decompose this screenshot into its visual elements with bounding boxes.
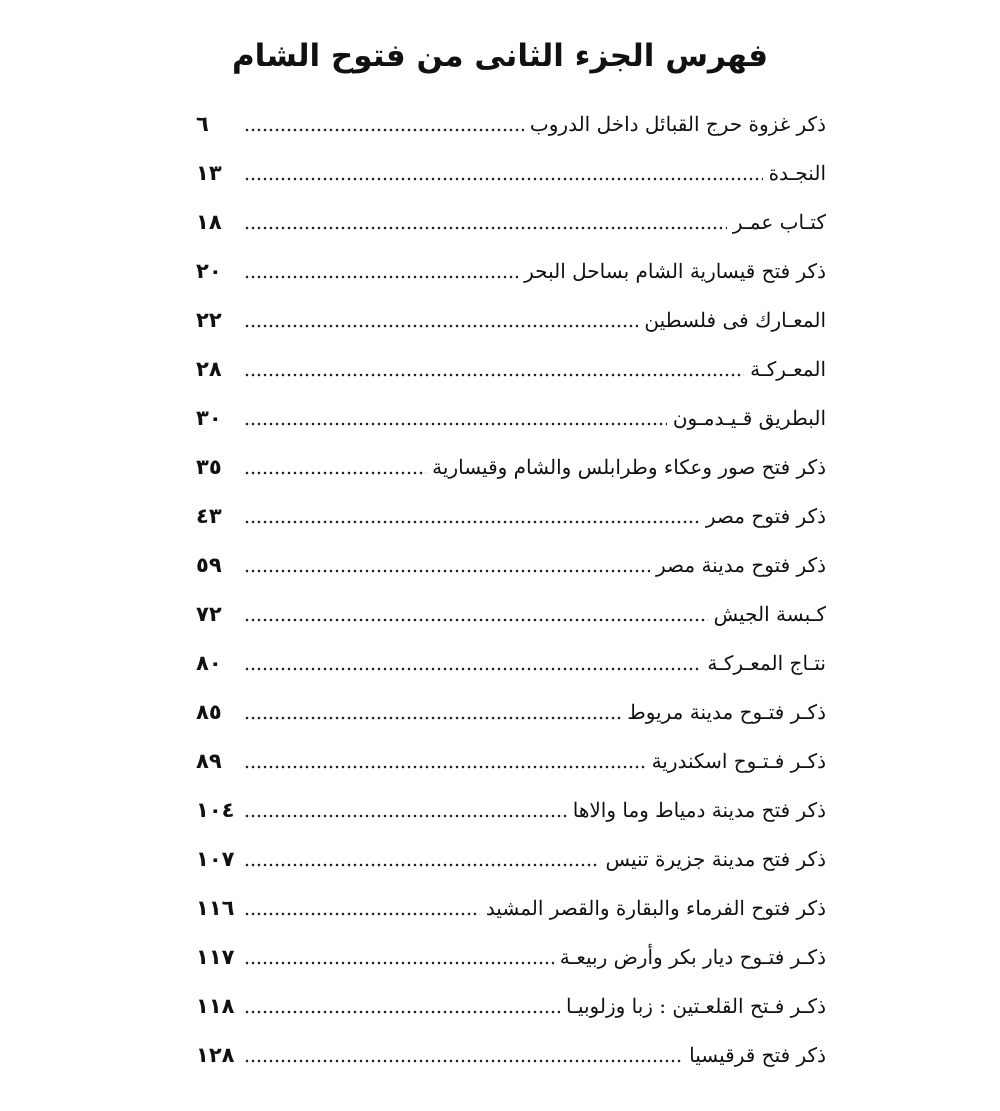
page-number: ٥٩ [196,552,222,577]
toc-entry [196,295,826,344]
dot-leader [244,813,567,819]
toc-entry [196,687,826,736]
page-number: ١١٨ [196,993,235,1018]
toc-entry [196,99,826,148]
entry-title: كـبسة الجيش [713,601,826,626]
page-number: ٣٥ [196,454,222,479]
page-number: ٨٩ [196,748,222,773]
entry-title: ذكر فتوح مصر [705,503,826,528]
entry-title: نتـاج المعـركـة [707,650,826,675]
dot-leader [244,470,426,476]
page-title: فهرس الجزء الثانى من فتوح الشام [231,38,769,74]
entry-title: ذكـر فتـوح مدينة مريوط [627,699,826,724]
toc-entry [196,344,826,393]
entry-title: ذكر غزوة حرج القبائل داخل الدروب [529,111,826,136]
entry-title: النجـدة [768,160,826,185]
page-number: ١٢٨ [196,1042,235,1067]
page-number: ١٠٤ [196,797,235,822]
toc-entry [196,540,826,589]
dot-leader [244,176,763,182]
entry-title: ذكر فتح مدينة جزيرة تنيس [605,846,826,871]
dot-leader [244,1009,560,1015]
dot-leader [244,225,727,231]
entry-title: ذكر فتح مدينة دمياط وما والاها [572,797,826,822]
page-number: ١٣ [196,160,222,185]
dot-leader [244,911,480,917]
page-number: ٤٣ [196,503,222,528]
page-number: ٢٢ [196,307,222,332]
dot-leader [244,862,599,868]
dot-leader [244,127,524,133]
page-number: ١١٧ [196,944,235,969]
page-number: ٨٥ [196,699,222,724]
entry-title: ذكـر فتـوح ديار بكر وأرض ربيعـة [559,944,826,969]
toc-entry [196,442,826,491]
page-number: ٢٠ [196,258,222,283]
entry-title: ذكر فتح قرقيسيا [689,1042,826,1067]
toc-entry [196,197,826,246]
page-number: ١٨ [196,209,222,234]
entry-title: البطريق قـيـدمـون [672,405,826,430]
dot-leader [244,960,554,966]
entry-title: المعـارك فى فلسطين [644,307,826,332]
page-number: ٨٠ [196,650,222,675]
toc-entry [196,393,826,442]
toc-entry [196,148,826,197]
entry-title: ذكـر فـتح القلعـتين : زبا وزلوبيـا [565,993,826,1018]
dot-leader [244,421,667,427]
toc-entry [196,491,826,540]
dot-leader [244,568,650,574]
toc-entry [196,638,826,687]
entry-title: ذكـر فـتـوح اسكندرية [651,748,826,773]
dot-leader [244,519,700,525]
table-of-contents [196,99,826,1079]
entry-title: المعـركـة [750,356,826,381]
dot-leader [244,617,708,623]
dot-leader [244,764,646,770]
page-number: ٦ [196,111,209,136]
entry-title: ذكر فتح قيسارية الشام بساحل البحر [524,258,826,283]
page-number: ١٠٧ [196,846,235,871]
entry-title: كتـاب عمـر [732,209,826,234]
toc-entry [196,246,826,295]
dot-leader [244,274,518,280]
toc-entry [196,932,826,981]
entry-title: ذكر فتح صور وعكاء وطرابلس والشام وقيسارية [432,454,826,479]
dot-leader [244,715,621,721]
dot-leader [244,372,744,378]
entry-title: ذكر فتوح مدينة مصر [656,552,826,577]
toc-entry [196,785,826,834]
toc-entry [196,834,826,883]
dot-leader [244,323,638,329]
page-number: ٧٢ [196,601,222,626]
toc-entry [196,981,826,1030]
toc-entry [196,883,826,932]
page-number: ١١٦ [196,895,235,920]
toc-entry [196,589,826,638]
page-number: ٢٨ [196,356,222,381]
entry-title: ذكر فتوح الفرماء والبقارة والقصر المشيد [485,895,826,920]
toc-entry [196,736,826,785]
dot-leader [244,666,701,672]
toc-entry [196,1030,826,1079]
dot-leader [244,1058,683,1064]
page-number: ٣٠ [196,405,222,430]
